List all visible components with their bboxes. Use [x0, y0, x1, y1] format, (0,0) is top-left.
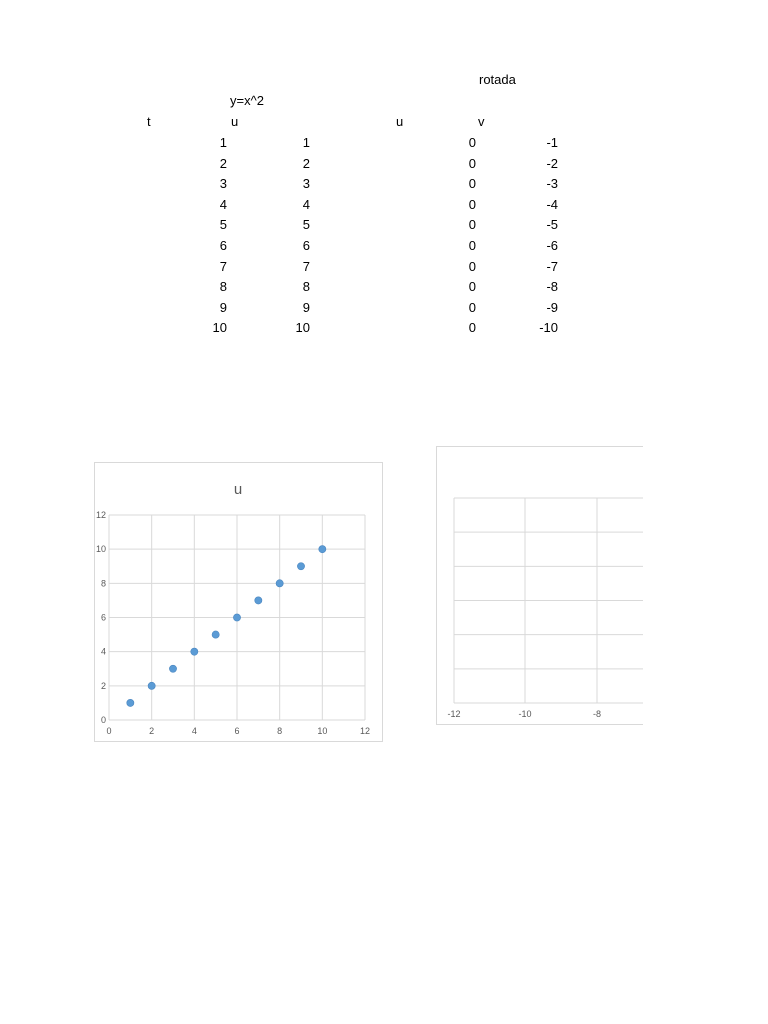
cell-t: 1	[219, 135, 227, 150]
y-tick-label: 6	[100, 612, 106, 623]
cell-t: 5	[219, 217, 227, 233]
cell-u-rotated: 0	[468, 258, 476, 274]
y-tick-label: 4	[100, 646, 106, 657]
cell-v: -5	[546, 217, 558, 233]
header-v: v	[478, 114, 485, 129]
cell-u-rotated: 0	[468, 135, 476, 150]
x-tick-label: -8	[592, 709, 602, 719]
cell-t: 6	[219, 238, 227, 253]
cell-v: -8	[546, 279, 558, 295]
y-tick-label: 8	[100, 578, 106, 589]
cell-v: -1	[546, 135, 558, 150]
cell-t: 2	[219, 155, 227, 171]
x-tick-label: 12	[359, 726, 371, 736]
data-point[interactable]	[127, 699, 134, 706]
data-point[interactable]	[276, 580, 283, 587]
header-t: t	[147, 114, 151, 129]
cell-t: 9	[219, 299, 227, 315]
cell-t: 10	[212, 320, 227, 336]
x-tick-label: 6	[234, 726, 240, 736]
y-tick-label: 12	[95, 510, 106, 520]
y-tick-label: 0	[100, 715, 106, 725]
cell-t: 4	[219, 196, 227, 212]
data-point[interactable]	[212, 631, 219, 638]
cell-u-rotated: 0	[468, 176, 476, 192]
formula-label: y=x^2	[230, 93, 264, 108]
chart-title: u	[233, 481, 243, 498]
x-tick-label: 4	[191, 726, 197, 736]
x-tick-label: 2	[149, 726, 155, 736]
data-point[interactable]	[191, 648, 198, 655]
data-point[interactable]	[233, 614, 240, 621]
data-point[interactable]	[169, 665, 176, 672]
cell-u: 4	[302, 196, 310, 212]
data-point[interactable]	[148, 682, 155, 689]
x-tick-label: 8	[277, 726, 283, 736]
cell-u-rotated: 0	[468, 196, 476, 212]
cell-v: -3	[546, 176, 558, 192]
cell-v: -9	[546, 299, 558, 315]
cell-v: -7	[546, 258, 558, 274]
cell-u-rotated: 0	[468, 299, 476, 315]
header-u-rotated: u	[396, 114, 404, 129]
y-tick-label: 10	[95, 544, 106, 555]
cell-u-rotated: 0	[468, 238, 476, 253]
x-tick-label: 10	[317, 726, 328, 736]
cell-u-rotated: 0	[468, 155, 476, 171]
cell-t: 8	[219, 279, 227, 295]
data-point[interactable]	[319, 546, 326, 553]
chart-u[interactable]	[94, 462, 383, 742]
cell-u: 8	[302, 279, 310, 295]
rotada-label: rotada	[479, 72, 516, 87]
cell-u: 2	[302, 155, 310, 171]
cell-u: 3	[302, 176, 310, 192]
data-point[interactable]	[297, 563, 304, 570]
x-tick-label: -10	[518, 709, 532, 719]
cell-v: -10	[539, 320, 558, 336]
header-u: u	[231, 114, 239, 129]
y-tick-label: 2	[100, 680, 106, 691]
cell-u-rotated: 0	[468, 279, 476, 295]
cell-u-rotated: 0	[468, 217, 476, 233]
cell-u: 5	[302, 217, 310, 233]
chart-rotada[interactable]	[436, 446, 643, 725]
x-tick-label: 0	[106, 726, 112, 736]
cell-v: -6	[546, 238, 558, 253]
cell-u: 1	[302, 135, 310, 150]
cell-u: 10	[295, 320, 310, 336]
chart-u-svg	[95, 463, 382, 741]
cell-t: 3	[219, 176, 227, 192]
cell-u: 6	[302, 238, 310, 253]
cell-u: 9	[302, 299, 310, 315]
chart-rotada-svg	[437, 447, 643, 724]
cell-v: -4	[546, 196, 558, 212]
cell-u-rotated: 0	[468, 320, 476, 336]
x-tick-label: -12	[447, 709, 461, 719]
cell-t: 7	[219, 258, 227, 274]
cell-v: -2	[546, 155, 558, 171]
cell-u: 7	[302, 258, 310, 274]
data-point[interactable]	[255, 597, 262, 604]
